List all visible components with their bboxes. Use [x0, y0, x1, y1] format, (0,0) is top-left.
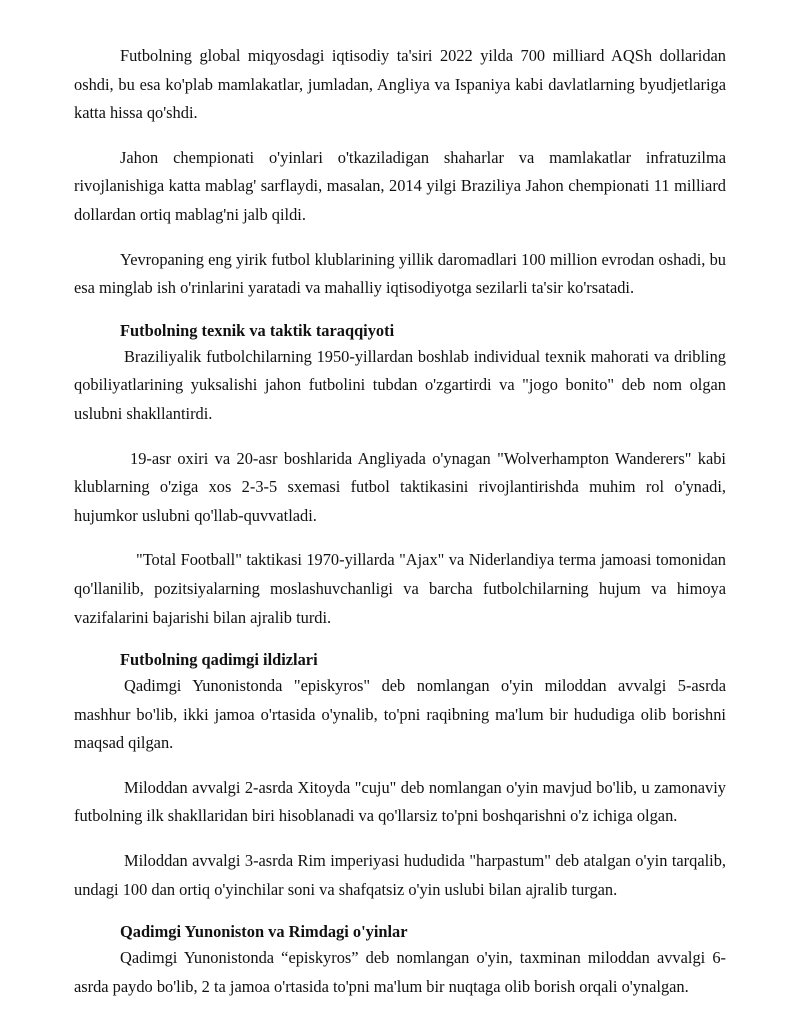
paragraph: Futbolning global miqyosdagi iqtisodiy ta'siri 2022 yilda 700 milliard AQSh dollaridan oshdi, bu esa ko'plab mamlakatlar, jumladan, Angliya va Ispaniya kabi davlatlarning byudjetlariga katta hissa qo'shdi. [74, 46, 726, 123]
paragraph: 19-asr oxiri va 20-asr boshlarida Angliyada o'ynagan "Wolverhampton Wanderers" kabi klublarning o'ziga xos 2-3-5 sxemasi futbol taktikasini rivojlantirishda muhim rol o'ynadi, hujumkor uslubni qo'llab-quvvatladi. [74, 448, 726, 525]
paragraph: Qadimgi Yunonistonda "episkyros" deb nomlangan o'yin miloddan avvalgi 5-asrda mashhur bo'lib, ikki jamoa o'rtasida o'ynalib, to'pni raqibning ma'lum bir hududiga olib borishni maqsad qilgan. [74, 676, 726, 753]
paragraph: "Total Football" taktikasi 1970-yillarda "Ajax" va Niderlandiya terma jamoasi tomonidan qo'llanilib, pozitsiyalarning moslashuvchanligi va barcha futbolchilarning hujum va himoya vazifalarini bajarishi bilan ajralib turdi. [74, 550, 726, 627]
paragraph: Yevropaning eng yirik futbol klublarining yillik daromadlari 100 million evrodan oshadi, bu esa minglab ish o'rinlarini yaratadi va mahalliy iqtisodiyotga sezilarli ta'sir ko'rsatadi. [74, 249, 726, 298]
section-heading: Qadimgi Yunoniston va Rimdagi o'yinlar [120, 922, 408, 942]
paragraph: Miloddan avvalgi 2-asrda Xitoyda "cuju" deb nomlangan o'yin mavjud bo'lib, u zamonaviy futbolning ilk shakllaridan biri hisoblanadi va qo'llarsiz to'pni boshqarishni o'z ichiga olgan. [74, 777, 726, 826]
document-body [74, 42, 726, 1001]
section-heading: Futbolning texnik va taktik taraqqiyoti [120, 320, 395, 340]
paragraph: Braziliyalik futbolchilarning 1950-yillardan boshlab individual texnik mahorati va dribling qobiliyatlarining yuksalishi jahon futbolini tubdan o'zgartirdi va "jogo bonito" deb nom olgan uslubni shakllantirdi. [74, 346, 726, 423]
paragraph: Qadimgi Yunonistonda “episkyros” deb nomlangan o'yin, taxminan miloddan avvalgi 6-asrda paydo bo'lib, 2 ta jamoa o'rtasida to'pni ma'lum bir nuqtaga olib borish orqali o'ynalgan. [74, 948, 726, 996]
paragraph: Miloddan avvalgi 3-asrda Rim imperiyasi hududida "harpastum" deb atalgan o'yin tarqalib, undagi 100 dan ortiq o'yinchilar soni va shafqatsiz o'yin uslubi bilan ajralib turgan. [74, 851, 726, 899]
paragraph: Jahon chempionati o'yinlari o'tkaziladigan shaharlar va mamlakatlar infratuzilma rivojlanishiga katta mablag' sarflaydi, masalan, 2014 yilgi Braziliya Jahon chempionati 11 milliard dollardan ortiq mablag'ni jalb qildi. [74, 147, 726, 224]
section-heading: Futbolning qadimgi ildizlari [120, 650, 318, 670]
